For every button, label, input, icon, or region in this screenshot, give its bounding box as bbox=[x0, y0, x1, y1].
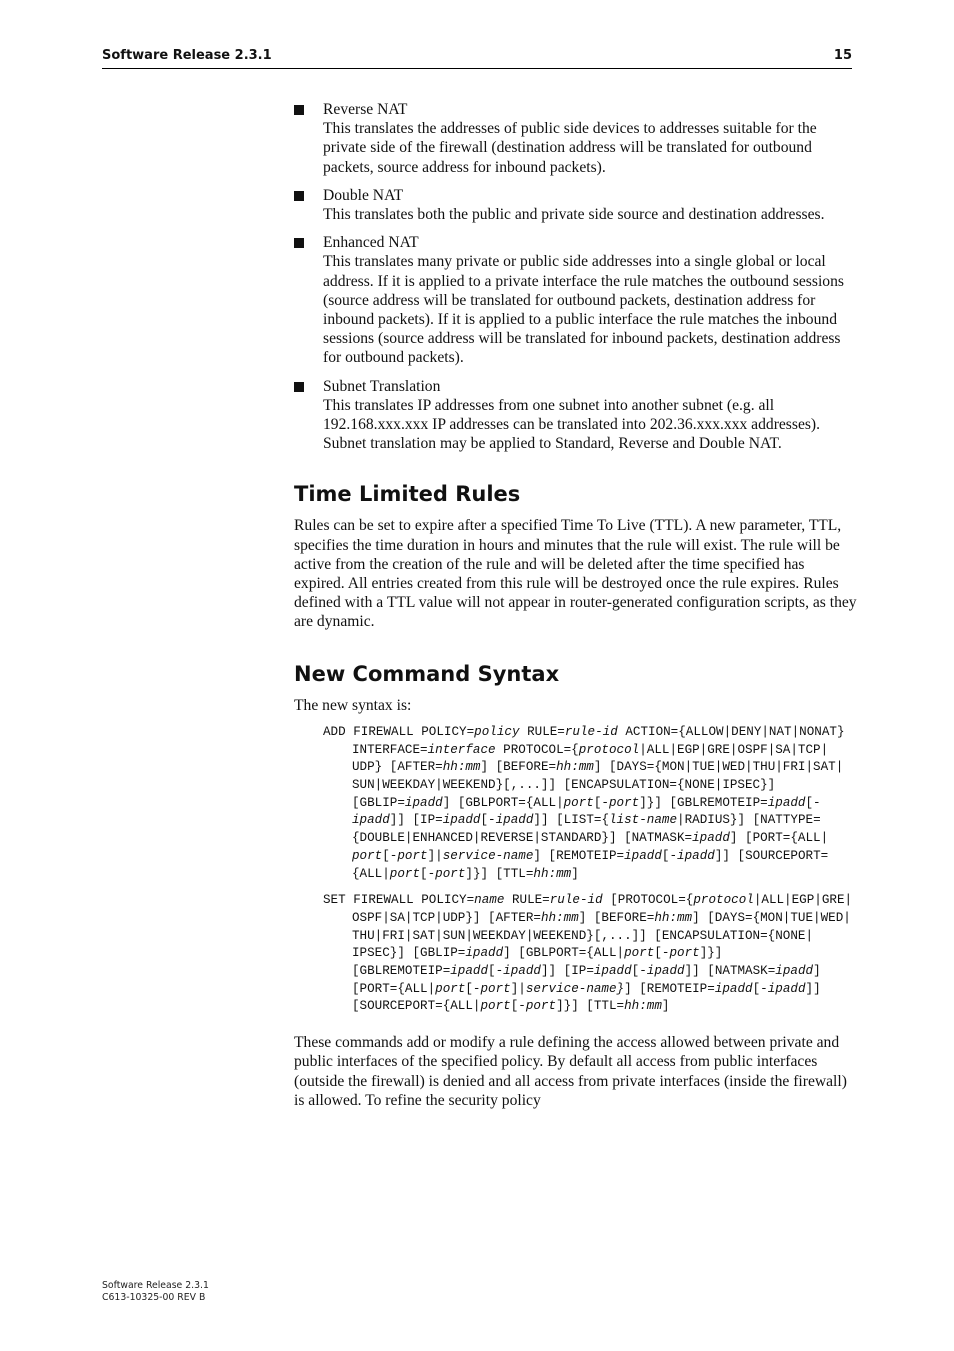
syntax-keyword: [- bbox=[661, 848, 678, 863]
syntax-keyword: |​ALL|​EGP|​GRE|​OSPF|​SA|​TCP|​UDP}] [AFTER= bbox=[352, 893, 853, 925]
syntax-keyword: ]}] [GBLREMOTEIP= bbox=[639, 795, 768, 810]
syntax-keyword: ACTION={ALLOW|​DENY|​NAT|​NONAT} INTERFACE= bbox=[352, 724, 845, 757]
syntax-keyword: [- bbox=[465, 981, 481, 996]
bullet-title: Reverse NAT bbox=[323, 101, 408, 118]
bullet-text: This translates the addresses of public side devices to addresses suitable for the private side of the firewall (destination address will be translated for outbound packets, source address for inbound packets). bbox=[323, 120, 817, 176]
syntax-parameter: policy bbox=[474, 724, 520, 739]
syntax-parameter: rule-id bbox=[564, 724, 618, 739]
syntax-parameter: hh:mm bbox=[533, 866, 572, 881]
command-syntax-set bbox=[323, 892, 858, 1016]
syntax-keyword: ] [REMOTEIP= bbox=[624, 981, 715, 996]
syntax-parameter: port bbox=[608, 795, 640, 810]
syntax-keyword: RULE= bbox=[504, 893, 550, 908]
section-paragraph: These commands add or modify a rule defining the access allowed between private and public interfaces of the specified policy. By default all access from public interfaces (outside the firewall) is denied and all access from private interfaces (inside the firewall) is allowed. To refine the security policy bbox=[294, 1034, 847, 1109]
syntax-keyword: ]] [IP= bbox=[540, 964, 594, 979]
page-footer bbox=[102, 1280, 209, 1304]
syntax-keyword: PROTOCOL={ bbox=[495, 742, 579, 757]
syntax-parameter: ipadd bbox=[495, 813, 534, 828]
section-heading-new-command-syntax: New Command Syntax bbox=[294, 661, 560, 686]
bullet-text: This translates both the public and private side source and destination addresses. bbox=[323, 206, 825, 224]
syntax-parameter: ipadd bbox=[646, 964, 685, 979]
syntax-keyword: ] [DAYS={MON|​TUE|​WED|​THU|​FRI|​SAT|​SUN|​WEEKDAY|​WEEKEND}[,...]] [ENCAPSULATION={NONE|​IPSEC}] [GBLIP= bbox=[352, 760, 844, 810]
syntax-parameter: ipadd bbox=[714, 981, 753, 996]
footer-release: Software Release 2.3.1 bbox=[102, 1280, 209, 1291]
syntax-keyword: ] [GBLPORT={ALL|​ bbox=[503, 946, 625, 961]
syntax-keyword: ]|​ bbox=[510, 981, 526, 996]
syntax-parameter: ipadd bbox=[767, 981, 806, 996]
syntax-keyword: ] [PORT={ALL|​ bbox=[352, 964, 821, 996]
syntax-keyword: [- bbox=[488, 964, 504, 979]
bullet-title: Enhanced NAT bbox=[323, 234, 419, 252]
syntax-parameter: port bbox=[352, 848, 383, 863]
syntax-parameter: port bbox=[624, 946, 655, 961]
syntax-parameter: port bbox=[435, 866, 466, 881]
syntax-parameter: ipadd bbox=[624, 848, 662, 863]
syntax-keyword: ] [GBLPORT={ALL|​ bbox=[442, 795, 564, 810]
syntax-keyword: [- bbox=[654, 946, 670, 961]
syntax-keyword: [- bbox=[593, 795, 609, 810]
syntax-parameter: hh:mm bbox=[442, 760, 481, 775]
bullet-square-icon bbox=[294, 382, 304, 392]
syntax-parameter: service-name} bbox=[525, 981, 625, 996]
syntax-keyword: ] bbox=[661, 999, 670, 1014]
syntax-keyword: ]] [SOURCEPORT={ALL|​ bbox=[352, 981, 821, 1014]
command-syntax-add bbox=[323, 724, 858, 883]
syntax-parameter: port bbox=[669, 946, 700, 961]
syntax-parameter: protocol bbox=[693, 893, 754, 908]
syntax-keyword: [- bbox=[752, 981, 768, 996]
syntax-keyword: [- bbox=[480, 813, 496, 828]
syntax-parameter: port bbox=[480, 999, 511, 1014]
syntax-keyword: ADD FIREWALL POLICY= bbox=[323, 724, 475, 739]
syntax-keyword: ]|​ bbox=[427, 848, 443, 863]
syntax-keyword: [- bbox=[805, 795, 821, 810]
page-header bbox=[102, 48, 852, 69]
syntax-parameter: ipadd bbox=[593, 964, 632, 979]
syntax-parameter: port bbox=[525, 999, 557, 1014]
syntax-parameter: rule-id bbox=[549, 893, 603, 908]
bullet-square-icon bbox=[294, 105, 304, 115]
syntax-parameter: ipadd bbox=[677, 848, 715, 863]
syntax-keyword: ] [REMOTEIP= bbox=[533, 848, 625, 863]
section-heading-time-limited-rules: Time Limited Rules bbox=[294, 482, 521, 507]
footer-doc-number: C613-10325-00 REV B bbox=[102, 1292, 206, 1303]
syntax-keyword: [PROTOCOL={ bbox=[602, 893, 694, 908]
bullet-text: This translates many private or public side addresses into a single global or local address. If it is applied to a private interface the rule matches the outbound sessions (source address will be translated for outbound packets, destination address for inbound packets). If it is applied to a public interface the rule matches the inbound sessions (source address will be translated for inbound packets, destination address for outbound packets). bbox=[323, 253, 844, 367]
bullet-item bbox=[294, 186, 858, 224]
syntax-parameter: hh:mm bbox=[624, 999, 662, 1014]
syntax-keyword: RULE= bbox=[519, 724, 565, 739]
syntax-parameter: port bbox=[563, 795, 594, 810]
syntax-parameter: ipadd bbox=[465, 946, 504, 961]
syntax-parameter: ipadd bbox=[767, 795, 806, 810]
syntax-parameter: port bbox=[389, 866, 421, 881]
bullet-title: Subnet Translation bbox=[323, 377, 441, 395]
syntax-parameter: protocol bbox=[578, 742, 640, 757]
page-number: 15 bbox=[833, 48, 852, 63]
header-title: Software Release 2.3.1 bbox=[102, 48, 272, 63]
syntax-keyword: ]}] [TTL= bbox=[556, 999, 625, 1014]
syntax-keyword: ]] [SOURCEPORT={ALL|​ bbox=[352, 848, 829, 881]
syntax-parameter: service-name bbox=[442, 848, 534, 863]
syntax-keyword: ]}] [TTL= bbox=[465, 866, 534, 881]
syntax-keyword: ]] [NATMASK= bbox=[684, 964, 776, 979]
syntax-keyword: [- bbox=[631, 964, 647, 979]
syntax-intro: The new syntax is: bbox=[294, 696, 412, 714]
syntax-parameter: hh:mm bbox=[540, 910, 579, 925]
syntax-parameter: ipadd bbox=[692, 831, 730, 846]
syntax-parameter: ipadd bbox=[352, 813, 390, 828]
syntax-keyword: [- bbox=[420, 866, 436, 881]
syntax-keyword: |​ALL|​EGP|​GRE|​OSPF|​SA|​TCP|​UDP} [AFTER= bbox=[352, 742, 829, 775]
syntax-parameter: port bbox=[397, 848, 428, 863]
syntax-parameter: ipadd bbox=[450, 964, 489, 979]
syntax-parameter: hh:mm bbox=[556, 760, 594, 775]
syntax-parameter: hh:mm bbox=[654, 910, 693, 925]
syntax-keyword: ] [BEFORE= bbox=[578, 910, 655, 925]
bullet-item bbox=[294, 233, 858, 367]
syntax-parameter: name bbox=[474, 893, 505, 908]
syntax-keyword: ] [BEFORE= bbox=[480, 760, 557, 775]
syntax-parameter: list-name bbox=[609, 813, 678, 828]
syntax-parameter: ipadd bbox=[503, 964, 541, 979]
syntax-keyword: ] bbox=[571, 866, 579, 881]
syntax-keyword: ] [DAYS={MON|​TUE|​WED|​THU|​FRI|​SAT|​SUN|​WEEKDAY|​WEEKEND}[,...]] [ENCAPSULATION={NONE|​IPSEC}] [GBLIP= bbox=[352, 910, 851, 961]
syntax-keyword: [- bbox=[382, 848, 398, 863]
syntax-parameter: port bbox=[435, 981, 466, 996]
syntax-keyword: ] [PORT={ALL|​ bbox=[729, 831, 829, 846]
syntax-parameter: ipadd bbox=[404, 795, 443, 810]
section-paragraph: Rules can be set to expire after a specified Time To Live (TTL). A new parameter, TTL, specifies the time duration in hours and minutes that the rule will exist. The rule will be active from the creation of the rule and will be deleted after the time specified has expired. All entries created from this rule will be destroyed once the rule expires. Rules defined with a TTL value will not appear in router-generated configuration scripts, as they are dynamic. bbox=[294, 517, 857, 631]
bullet-item bbox=[294, 377, 858, 454]
page-body bbox=[294, 100, 858, 1110]
bullet-square-icon bbox=[294, 191, 304, 201]
syntax-keyword: [- bbox=[510, 999, 526, 1014]
syntax-keyword: ]] [IP= bbox=[389, 813, 443, 828]
syntax-parameter: port bbox=[480, 981, 511, 996]
syntax-parameter: interface bbox=[427, 742, 496, 757]
syntax-parameter: ipadd bbox=[775, 964, 814, 979]
syntax-keyword: |​RADIUS}] [NATTYPE={DOUBLE|​ENHANCED|​REVERSE|​STANDARD}] [NATMASK= bbox=[352, 813, 821, 846]
syntax-keyword: SET FIREWALL POLICY= bbox=[323, 893, 475, 908]
syntax-keyword: ]] [LIST={ bbox=[533, 813, 609, 828]
bullet-item bbox=[294, 100, 858, 177]
bullet-title: Double NAT bbox=[323, 186, 404, 204]
syntax-parameter: ipadd bbox=[442, 813, 481, 828]
syntax-keyword: ]}] [GBLREMOTEIP= bbox=[352, 946, 723, 979]
bullet-square-icon bbox=[294, 238, 304, 248]
bullet-text: This translates IP addresses from one subnet into another subnet (e.g. all 192.168.xxx.xxx IP addresses can be translated into 202.36.xxx.xxx addresses). Subnet translation may be applied to Standard, Reverse and Double NAT. bbox=[323, 396, 821, 453]
